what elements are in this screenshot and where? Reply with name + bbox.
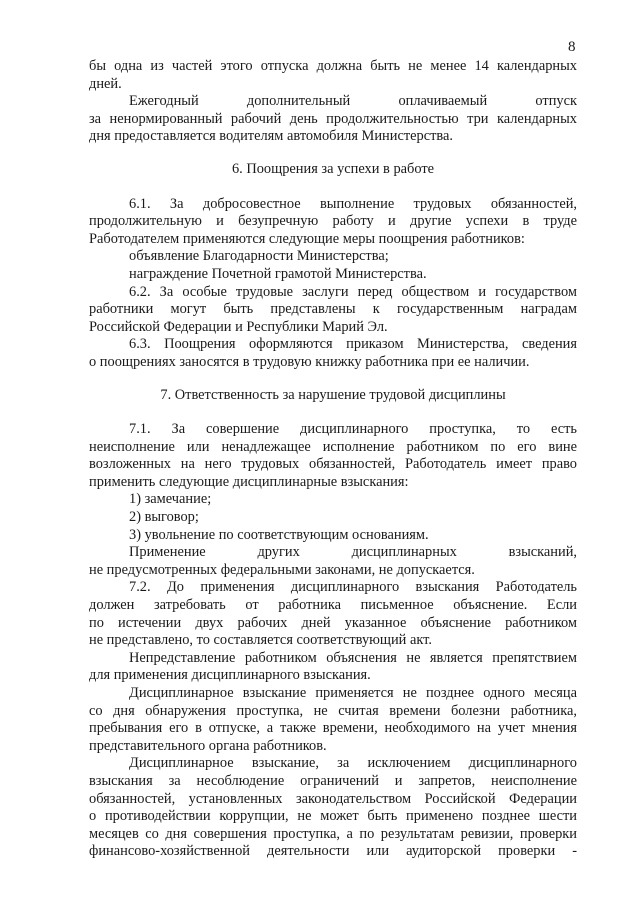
- text-line: 6.1. За добросовестное выполнение трудовых обязанностей,: [129, 195, 577, 212]
- page-number: 8: [568, 39, 576, 55]
- paragraph-non-submission: [89, 650, 577, 685]
- text-line: не представлено, то составляется соответствующий акт.: [89, 632, 432, 649]
- text-line: со дня обнаружения проступка, не считая времени болезни работника,: [89, 702, 577, 719]
- text-line: 7.2. До применения дисциплинарного взыскания Работодатель: [129, 579, 577, 596]
- list-item: 1) замечание;: [129, 491, 212, 508]
- list-item: 2) выговор;: [129, 509, 199, 526]
- text-line: Дисциплинарное взыскание, за исключением дисциплинарного: [129, 755, 577, 772]
- text-line: 6.3. Поощрения оформляются приказом Министерства, сведения: [129, 336, 577, 353]
- text-line: возложенных на него трудовых обязанностей, Работодатель имеет право: [89, 456, 577, 473]
- text-line: Непредставление работником объяснения не является препятствием: [129, 649, 577, 666]
- text-line: Применение других дисциплинарных взысканий,: [129, 544, 577, 561]
- section-heading-6: 6. Поощрения за успехи в работе: [231, 160, 435, 177]
- text-line: 7.1. За совершение дисциплинарного проступка, то есть: [129, 421, 577, 438]
- text-line: Работодателем применяются следующие меры поощрения работников:: [89, 230, 525, 247]
- text-line: Дисциплинарное взыскание применяется не позднее одного месяца: [129, 685, 577, 701]
- text-line: финансово-хозяйственной деятельности или аудиторской проверки -: [89, 843, 577, 860]
- text-line: продолжительную и безупречную работу и другие успехи в труде: [89, 213, 577, 230]
- section-heading-7: 7. Ответственность за нарушение трудовой дисциплины: [160, 386, 506, 403]
- text-line: взыскания за несоблюдение ограничений и запретов, неисполнение: [89, 772, 577, 789]
- text-line: дня предоставляется водителям автомобиля Министерства.: [89, 128, 453, 145]
- paragraph-7-2: [89, 579, 577, 649]
- text-line: должен затребовать от работника письменное объяснение. Если: [89, 597, 577, 614]
- list-item: награждение Почетной грамотой Министерства.: [129, 265, 427, 282]
- text-line: бы одна из частей этого отпуска должна быть не менее 14 календарных: [89, 58, 577, 74]
- paragraph-one-month-limit: [89, 685, 577, 755]
- text-line: неисполнение или ненадлежащее исполнение работником по его вине: [89, 438, 577, 455]
- paragraph-additional-leave: [89, 93, 577, 146]
- text-line: представительного органа работников.: [89, 737, 327, 754]
- text-line: дней.: [89, 75, 122, 92]
- list-item: объявление Благодарности Министерства;: [129, 248, 389, 265]
- text-line: не предусмотренных федеральными законами, не допускается.: [89, 561, 475, 578]
- paragraph-6-1: [89, 196, 577, 284]
- text-line: для применения дисциплинарного взыскания.: [89, 667, 371, 684]
- text-line: месяцев со дня совершения проступка, а по результатам ревизии, проверки: [89, 825, 577, 842]
- paragraph-7-1: [89, 421, 577, 544]
- document-body: [89, 58, 577, 861]
- text-line: 6.2. За особые трудовые заслуги перед обществом и государством: [129, 283, 577, 300]
- text-line: обязанностей, установленных законодательством Российской Федерации: [89, 790, 577, 807]
- paragraph-6-3: [89, 336, 577, 371]
- text-line: работники могут быть представлены к государственным наградам: [89, 301, 577, 318]
- paragraph-vacation-part: [89, 58, 577, 93]
- text-line: применить следующие дисциплинарные взыскания:: [89, 473, 409, 490]
- text-line: за ненормированный рабочий день продолжительностью три календарных: [89, 110, 577, 127]
- list-item: 3) увольнение по соответствующим основаниям.: [129, 526, 429, 543]
- text-line: по истечении двух рабочих дней указанное объяснение работником: [89, 614, 577, 631]
- paragraph-six-month-limit: [89, 755, 577, 861]
- text-line: пребывания его в отпуске, а также времени, необходимого на учет мнения: [89, 720, 577, 737]
- paragraph-6-2: [89, 284, 577, 337]
- text-line: Ежегодный дополнительный оплачиваемый отпуск: [129, 93, 577, 110]
- text-line: Российской Федерации и Республики Марий Эл.: [89, 318, 388, 335]
- text-line: о противодействии коррупции, не может быть применено позднее шести: [89, 808, 577, 825]
- paragraph-other-penalties: [89, 544, 577, 579]
- text-line: о поощрениях заносятся в трудовую книжку работника при ее наличии.: [89, 353, 530, 370]
